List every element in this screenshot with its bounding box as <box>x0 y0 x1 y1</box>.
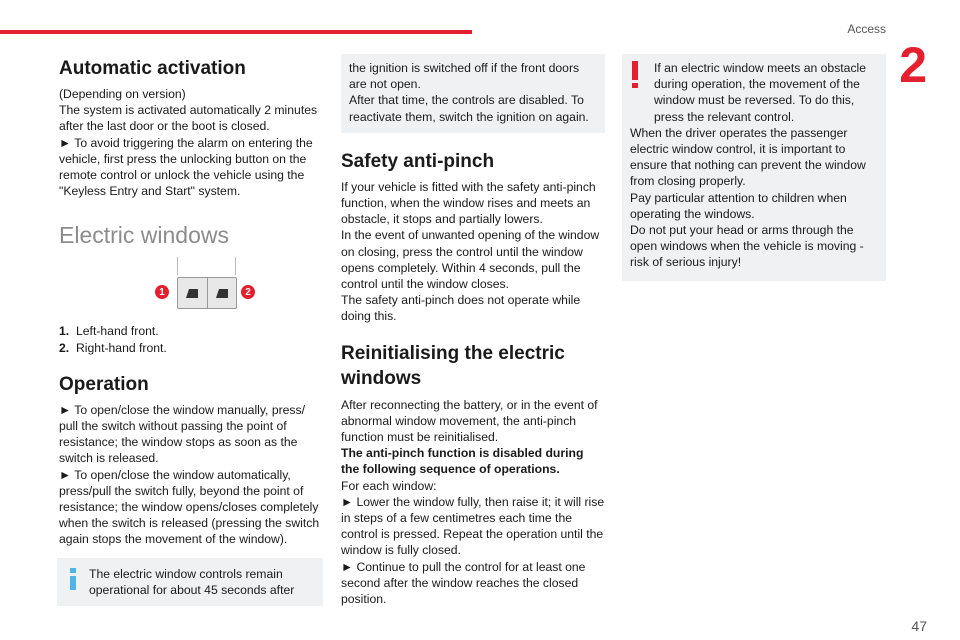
paragraph: ► To avoid triggering the alarm on entering the vehicle, first press the unlocking button on the remote control or unlock the vehicle using the "Keyless Entry and Start" system. <box>59 135 313 199</box>
figure-badge-1: 1 <box>155 285 169 299</box>
figure-line <box>177 257 178 275</box>
paragraph: the ignition is switched off if the front doors are not open. <box>349 61 580 92</box>
paragraph: (Depending on version) <box>59 87 186 101</box>
paragraph: For each window: <box>341 478 437 493</box>
heading-electric-windows: Electric windows <box>59 222 229 249</box>
warning-text: Pay particular attention to children when operating the windows. <box>630 190 847 221</box>
section-title: Access <box>847 22 886 36</box>
warning-text-first: If an electric window meets an obstacle during operation, the movement of the window must be reversed. To do this, press the relevant control. <box>654 61 867 124</box>
page-number: 47 <box>911 618 927 634</box>
warning-text: Do not put your head or arms through the open windows when the vehicle is moving - risk of serious injury! <box>630 223 864 270</box>
heading-automatic-activation: Automatic activation <box>59 58 246 79</box>
heading-safety-anti-pinch: Safety anti-pinch <box>341 150 495 172</box>
figure-line <box>235 257 236 275</box>
heading-operation: Operation <box>59 373 149 395</box>
window-switch-figure <box>151 257 321 319</box>
legend-item: 1. Left-hand front. <box>59 324 159 339</box>
paragraph: ► Lower the window fully, then raise it; it will rise in steps of a few centimetres each time the control is pressed. Repeat the operation until the window is fully closed. <box>341 494 605 558</box>
warning-icon <box>632 61 638 89</box>
paragraph: After reconnecting the battery, or in the event of abnormal window movement, the anti-pinch function must be reinitialised. <box>341 397 598 445</box>
paragraph: ► To open/close the window automatically, press/pull the switch fully, beyond the point of resistance; the window opens/closes completely when the switch is released (pressing the switch again stops the movement of the window). <box>59 467 320 547</box>
paragraph: The system is activated automatically 2 minutes after the last door or the boot is closed. <box>59 103 318 134</box>
legend-item: 2. Right-hand front. <box>59 340 167 355</box>
right-window-switch-icon <box>207 278 237 308</box>
figure-badge-2: 2 <box>241 285 255 299</box>
info-icon <box>69 568 77 592</box>
warning-text: When the driver operates the passenger electric window control, it is important to ensure that nothing can prevent the window from closing properly. <box>630 125 866 189</box>
column-3 <box>622 54 886 281</box>
info-note-continued <box>341 54 605 133</box>
paragraph-bold: The anti-pinch function is disabled during the following sequence of operations. <box>341 446 584 477</box>
paragraph: The safety anti-pinch does not operate while doing this. <box>341 293 581 324</box>
paragraph: ► To open/close the window manually, press/ pull the switch without passing the point of resistance; the window stops as soon as the switch is released. <box>59 402 306 466</box>
warning-box <box>622 54 886 281</box>
paragraph: After that time, the controls are disabled. To reactivate them, switch the ignition on again. <box>349 93 589 124</box>
chapter-number: 2 <box>899 37 927 93</box>
heading-reinitialising: Reinitialising the electric windows <box>341 342 565 389</box>
paragraph: If your vehicle is fitted with the safety anti-pinch function, when the window rises and meets an obstacle, it stops and partially lowers. <box>341 179 596 227</box>
column-1 <box>59 54 323 606</box>
paragraph: ► Continue to pull the control for at least one second after the window reaches the closed position. <box>341 559 586 607</box>
column-2 <box>341 54 605 607</box>
switch-panel <box>177 277 237 309</box>
info-note-text: The electric window controls remain operational for about 45 seconds after <box>89 566 295 597</box>
paragraph: In the event of unwanted opening of the window on closing, press the control until the window opens completely. Within 4 seconds, pull the control until the window closes. <box>341 228 600 292</box>
left-window-switch-icon <box>178 278 207 308</box>
info-note-box <box>57 558 323 606</box>
header-accent-bar <box>0 30 472 34</box>
